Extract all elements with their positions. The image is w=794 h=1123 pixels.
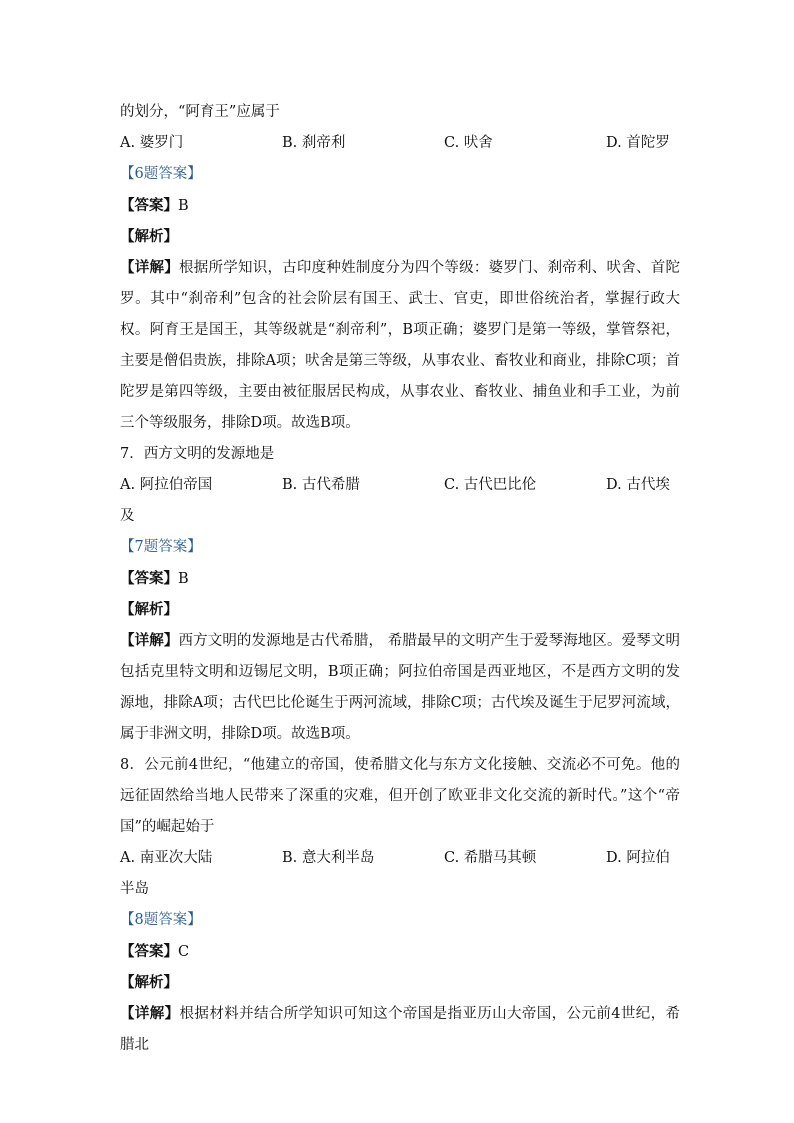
q6-analysis-label: 【解析】 [120, 228, 178, 245]
q7-option-d: D. 古代埃 [606, 477, 670, 493]
q7-answer-value: B [178, 571, 189, 587]
q8-detail-text: 根据材料并结合所学知识可知这个帝国是指亚历山大帝国，公元前4世纪，希腊北 [120, 1006, 680, 1053]
q7-option-wrap: 及 [120, 508, 135, 524]
q6-option-d: D. 首陀罗 [606, 135, 670, 151]
q6-answer-header: 【6题答案】 [120, 166, 202, 182]
q7-stem: 7．西方文明的发源地是 [120, 446, 275, 462]
q7-option-a: A. 阿拉伯帝国 [120, 477, 213, 493]
q8-analysis-label: 【解析】 [120, 974, 178, 991]
q8-options [120, 843, 680, 874]
q6-detail-label: 【详解】 [120, 259, 179, 276]
q7-answer-label: 【答案】 [120, 570, 178, 587]
q8-answer-value: C [178, 944, 190, 960]
q8-option-b: B. 意大利半岛 [282, 850, 375, 866]
q8-option-c: C. 希腊马其顿 [444, 850, 537, 866]
q7-option-b: B. 古代希腊 [282, 477, 360, 493]
q7-detail [120, 625, 680, 750]
q7-detail-label: 【详解】 [120, 632, 179, 649]
q6-detail [120, 252, 680, 439]
document-body [120, 97, 680, 1061]
q8-answer-label: 【答案】 [120, 943, 178, 960]
q8-detail [120, 998, 680, 1061]
q6-option-a: A. 婆罗门 [120, 135, 184, 151]
q6-answer-line [120, 190, 680, 221]
q8-stem: 8．公元前4世纪，“他建立的帝国，使希腊文化与东方文化接触、交流必不可免。他的远征固然给当地人民带来了深重的灾难，但开创了欧亚非文化交流的新时代。”这个“帝国”的崛起始于 [120, 757, 680, 835]
q8-detail-label: 【详解】 [120, 1005, 180, 1022]
q8-option-d: D. 阿拉伯 [606, 850, 670, 866]
q7-options [120, 470, 680, 501]
q7-answer-line [120, 563, 680, 594]
q7-answer-header: 【7题答案】 [120, 539, 202, 555]
q6-detail-text: 根据所学知识，古印度种姓制度分为四个等级：婆罗门、刹帝利、吠舍、首陀罗。其中“刹帝利”包含的社会阶层有国王、武士、官吏，即世俗统治者，掌握行政大权。阿育王是国王，其等级就是“刹帝利”，B项正确；婆罗门是第一等级，掌管祭祀，主要是僧侣贵族，排除A项；吠舍是第三等级，从事农业、畜牧业和商业，排除C项；首陀罗是第四等级，主要由被征服居民构成，从事农业、畜牧业、捕鱼业和手工业，为前三个等级服务，排除D项。故选B项。 [120, 260, 681, 431]
q8-answer-header: 【8题答案】 [120, 912, 202, 928]
q7-analysis-label: 【解析】 [120, 601, 178, 618]
q6-option-c: C. 吠舍 [444, 135, 493, 151]
q6-stem-tail: 的划分，“阿育王”应属于 [120, 104, 280, 120]
q8-option-a: A. 南亚次大陆 [120, 850, 213, 866]
q6-option-b: B. 刹帝利 [282, 135, 346, 151]
q7-option-c: C. 古代巴比伦 [444, 477, 537, 493]
q6-options [120, 128, 680, 159]
q8-answer-line [120, 936, 680, 967]
q8-option-wrap: 半岛 [120, 881, 149, 897]
q7-detail-text: 西方文明的发源地是古代希腊， 希腊最早的文明产生于爱琴海地区。爱琴文明包括克里特文明和迈锡尼文明，B项正确；阿拉伯帝国是西亚地区，不是西方文明的发源地，排除A项；古代巴比伦诞生于两河流域，排除C项；古代埃及诞生于尼罗河流域，属于非洲文明，排除D项。故选B项。 [120, 633, 681, 742]
q6-answer-label: 【答案】 [120, 197, 178, 214]
q6-answer-value: B [178, 198, 189, 214]
